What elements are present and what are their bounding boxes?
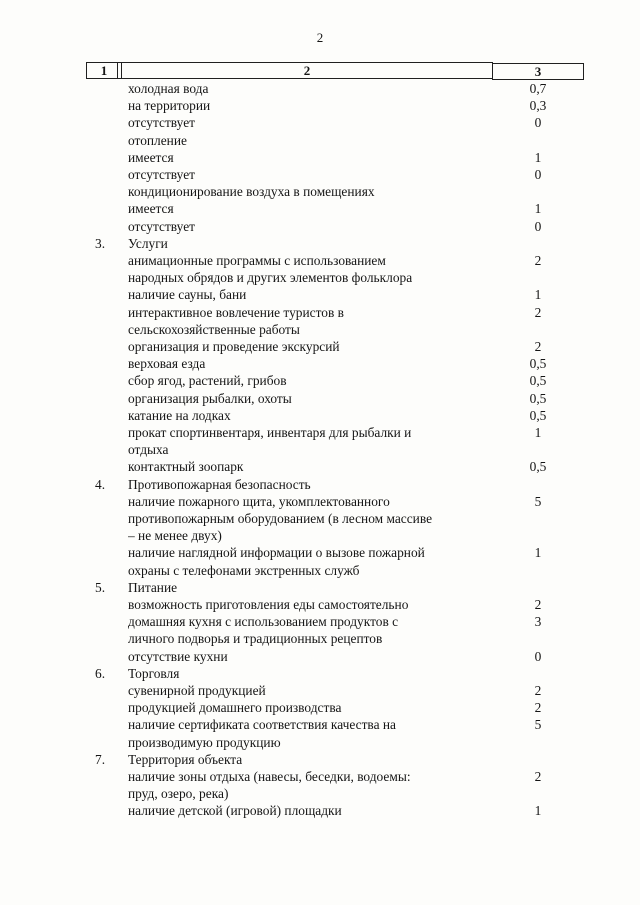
table-row: [0, 716, 640, 733]
row-text: отсутствует: [128, 167, 195, 182]
row-value: 0: [534, 218, 542, 234]
row-text: отсутствует: [128, 115, 195, 131]
row-text: Услуги: [128, 235, 168, 251]
row-value: 3: [534, 614, 542, 630]
row-text: Питание: [128, 579, 178, 595]
table-row: [0, 286, 640, 303]
table-row: [0, 579, 640, 596]
table-row: [0, 97, 640, 114]
table-row: [0, 114, 640, 131]
row-value: 2: [534, 597, 542, 612]
row-text: катание на лодках: [128, 407, 231, 423]
table-row: [0, 476, 640, 493]
table-row: [0, 355, 640, 372]
row-value: 1: [534, 287, 542, 303]
table-row: [0, 200, 640, 217]
row-text: анимационные программы с использованием: [128, 253, 386, 268]
table-row: [0, 751, 640, 768]
row-number: 5.: [95, 579, 106, 595]
row-text: противопожарным оборудованием (в лесном массиве: [128, 511, 433, 526]
row-text: Торговля: [128, 665, 180, 681]
row-text: организация рыбалки, охоты: [128, 390, 292, 406]
table-row: [0, 149, 640, 166]
table-row: [0, 493, 640, 510]
row-number: 3.: [95, 235, 106, 251]
table-row: [0, 768, 640, 785]
row-text: народных обрядов и других элементов фольклора: [128, 270, 413, 286]
row-text: сувенирной продукцией: [128, 683, 266, 698]
row-text: наличие пожарного щита, укомплектованного: [128, 493, 390, 509]
table-header-col-1: 1: [86, 62, 122, 79]
row-text: наличие зоны отдыха (навесы, беседки, водоемы:: [128, 769, 411, 784]
row-value: 0: [534, 115, 542, 131]
row-text: контактный зоопарк: [128, 459, 244, 475]
row-text: возможность приготовления еды самостоятельно: [128, 597, 409, 612]
table-row: [0, 166, 640, 183]
table-row: [0, 269, 640, 286]
row-value: 5: [534, 493, 542, 509]
table-row: [0, 596, 640, 613]
table-row: [0, 80, 640, 97]
row-value: 2: [534, 339, 542, 354]
row-text: интерактивное вовлечение туристов в: [128, 304, 344, 320]
table-row: [0, 613, 640, 630]
row-text: отдыха: [128, 442, 169, 458]
row-text: наличие сертификата соответствия качества на: [128, 717, 396, 733]
table-header-col-3: 3: [492, 63, 584, 80]
table-row: [0, 252, 640, 269]
table-row: [0, 424, 640, 441]
row-text: холодная вода: [128, 81, 209, 96]
row-number: 7.: [95, 751, 106, 767]
row-value: 2: [534, 304, 542, 320]
row-value: 1: [534, 201, 542, 217]
row-value: 0,5: [529, 373, 547, 389]
row-value: 0,7: [529, 81, 547, 96]
table-row: [0, 699, 640, 716]
row-value: 0,5: [529, 459, 547, 475]
row-text: наличие наглядной информации о вызове пожарной: [128, 545, 425, 561]
row-number: 4.: [95, 476, 106, 492]
row-text: наличие детской (игровой) площадки: [128, 803, 342, 819]
row-text: отсутствие кухни: [128, 648, 228, 664]
row-value: 1: [534, 545, 542, 561]
table-row: [0, 304, 640, 321]
row-value: 0: [534, 648, 542, 664]
row-value: 0,5: [529, 390, 547, 406]
row-text: организация и проведение экскурсий: [128, 339, 340, 354]
row-text: сельскохозяйственные работы: [128, 321, 300, 337]
table-row: [0, 407, 640, 424]
table-row: [0, 630, 640, 647]
table-row: [0, 527, 640, 544]
table-row: [0, 458, 640, 475]
table-row: [0, 338, 640, 355]
table-row: [0, 441, 640, 458]
row-value: 2: [534, 253, 542, 268]
row-text: верховая езда: [128, 356, 206, 372]
table-row: [0, 235, 640, 252]
row-text: личного подворья и традиционных рецептов: [128, 631, 383, 647]
row-text: охраны с телефонами экстренных служб: [128, 562, 360, 578]
table-row: [0, 183, 640, 200]
row-text: Противопожарная безопасность: [128, 476, 311, 492]
row-value: 2: [534, 769, 542, 784]
row-text: пруд, озеро, река): [128, 786, 229, 802]
table-row: [0, 390, 640, 407]
table-row: [0, 562, 640, 579]
row-text: кондиционирование воздуха в помещениях: [128, 184, 375, 200]
row-value: 1: [534, 803, 542, 819]
table-row: [0, 802, 640, 819]
table-row: [0, 218, 640, 235]
row-text: имеется: [128, 201, 174, 217]
row-value: 5: [534, 717, 542, 733]
table-row: [0, 372, 640, 389]
row-text: продукцией домашнего производства: [128, 700, 342, 716]
row-text: отсутствует: [128, 218, 195, 234]
row-text: отопление: [128, 132, 187, 148]
row-text: на территории: [128, 98, 211, 114]
row-value: 0,3: [529, 98, 547, 114]
row-text: наличие сауны, бани: [128, 287, 247, 303]
table-row: [0, 321, 640, 338]
table-row: [0, 648, 640, 665]
table-row: [0, 734, 640, 751]
page-number: 2: [316, 30, 324, 45]
row-value: 1: [534, 149, 542, 165]
row-text: имеется: [128, 149, 174, 165]
row-value: 0,5: [529, 407, 547, 423]
row-value: 2: [534, 683, 542, 698]
row-text: сбор ягод, растений, грибов: [128, 373, 287, 389]
row-value: 0: [534, 167, 542, 182]
table-row: [0, 785, 640, 802]
table-row: [0, 665, 640, 682]
row-text: прокат спортинвентаря, инвентаря для рыбалки и: [128, 425, 412, 440]
table-row: [0, 544, 640, 561]
row-text: производимую продукцию: [128, 734, 281, 750]
row-value: 2: [534, 700, 542, 716]
row-number: 6.: [95, 665, 106, 681]
row-value: 0,5: [529, 356, 547, 372]
table-row: [0, 682, 640, 699]
row-text: – не менее двух): [128, 528, 222, 544]
row-text: домашняя кухня с использованием продуктов с: [128, 614, 399, 630]
header-divider: [117, 62, 118, 78]
table-row: [0, 132, 640, 149]
table-header-col-2: 2: [121, 62, 493, 79]
row-value: 1: [534, 425, 542, 440]
row-text: Территория объекта: [128, 751, 243, 767]
table-row: [0, 510, 640, 527]
